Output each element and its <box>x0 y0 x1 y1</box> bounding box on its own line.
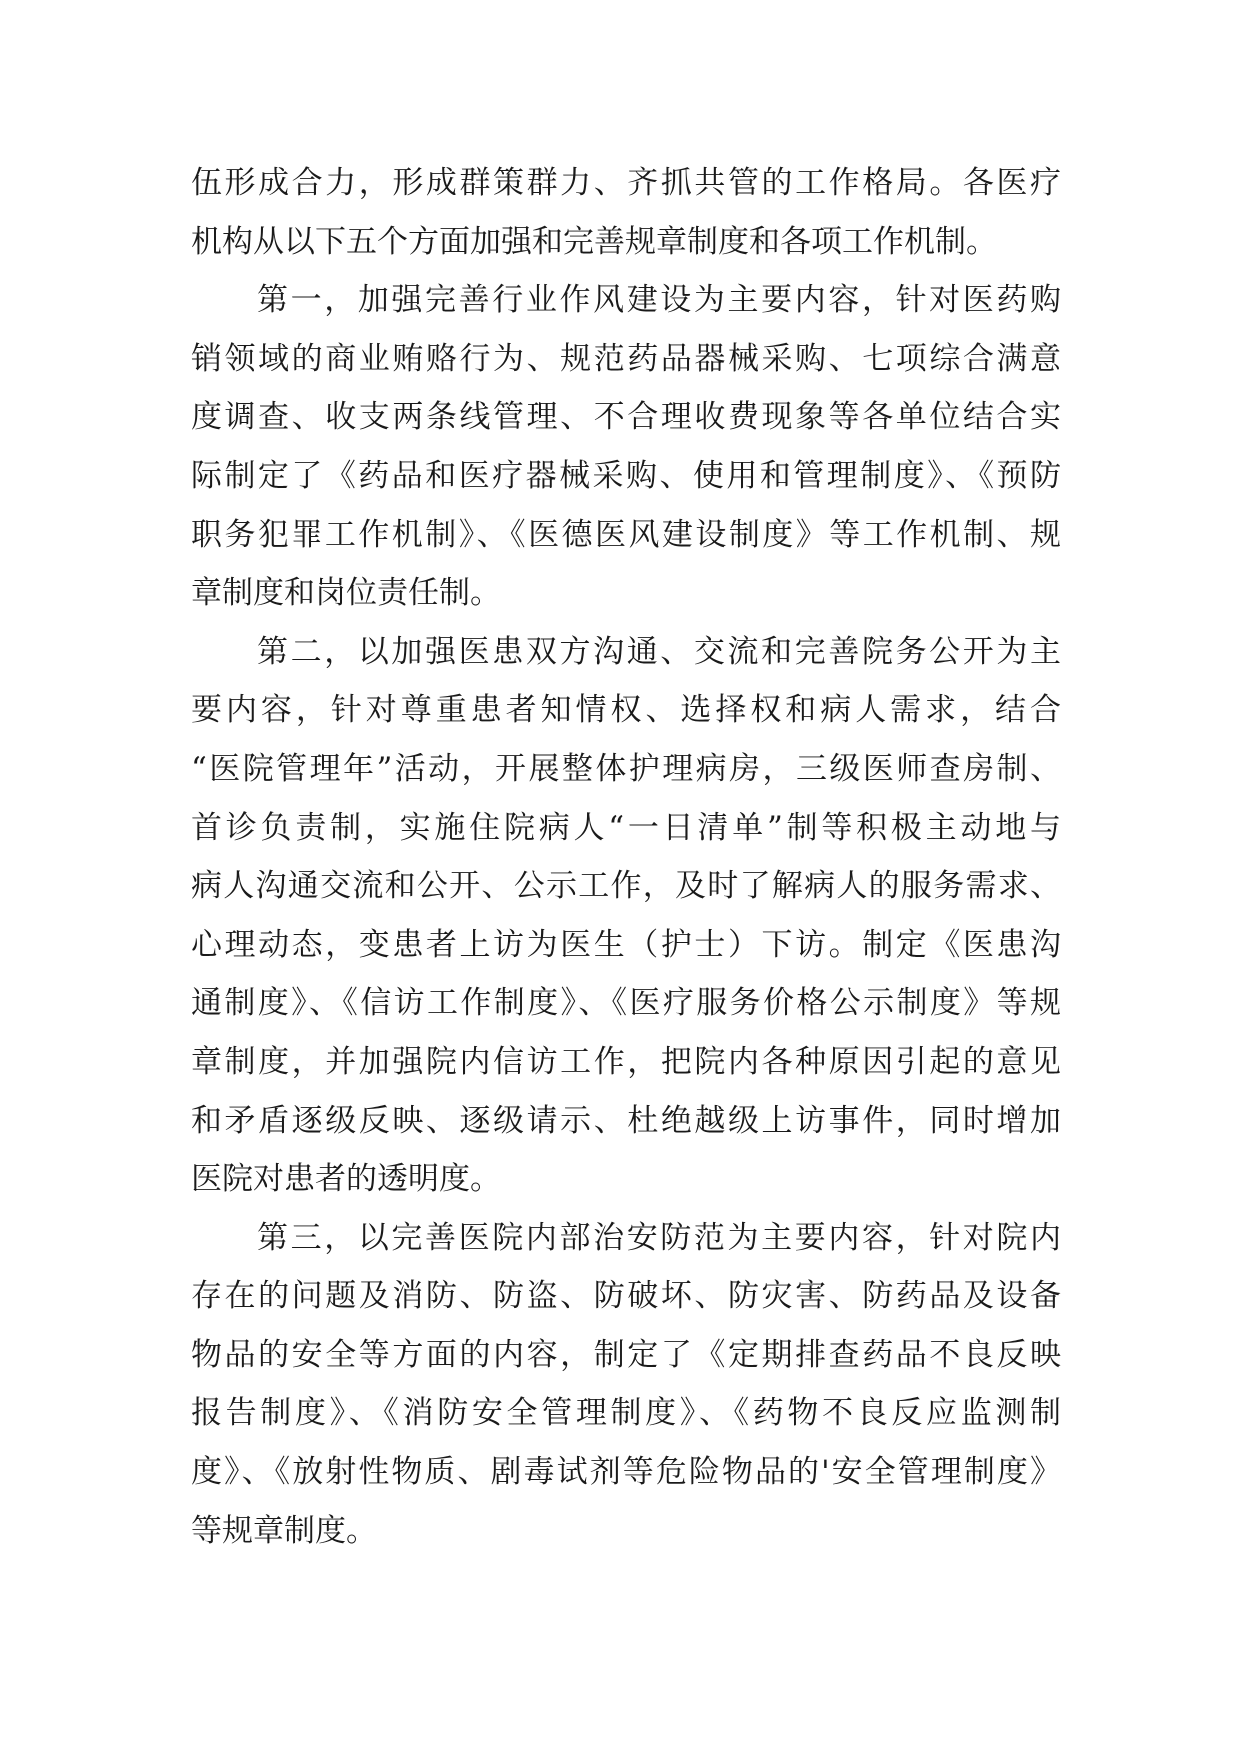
text-line: 销领域的商业贿赂行为、规范药品器械采购、七项综合满意 <box>191 340 1061 377</box>
text-line: 首诊负责制，实施住院病人“一日清单”制等积极主动地与 <box>191 809 1061 846</box>
text-line: 际制定了《药品和医疗器械采购、使用和管理制度》、《预防 <box>191 457 1061 494</box>
text-line: 病人沟通交流和公开、公示工作，及时了解病人的服务需求、 <box>191 868 1061 905</box>
text-line: 第三，以完善医院内部治安防范为主要内容，针对院内 <box>257 1219 1061 1256</box>
text-line: 度》、《放射性物质、剧毒试剂等危险物品的'安全管理制度》 <box>191 1454 1061 1491</box>
text-line: 和矛盾逐级反映、逐级请示、杜绝越级上访事件，同时增加 <box>191 1102 1061 1139</box>
text-line: 机构从以下五个方面加强和完善规章制度和各项工作机制。 <box>191 223 997 260</box>
text-line: 等规章制度。 <box>191 1512 377 1549</box>
text-line: 章制度和岗位责任制。 <box>191 575 501 612</box>
text-line: 要内容，针对尊重患者知情权、选择权和病人需求，结合 <box>191 692 1061 729</box>
text-line: 第二，以加强医患双方沟通、交流和完善院务公开为主 <box>257 633 1061 670</box>
text-line: 物品的安全等方面的内容，制定了《定期排查药品不良反映 <box>191 1336 1061 1373</box>
text-line: 存在的问题及消防、防盗、防破坏、防灾害、防药品及设备 <box>191 1278 1061 1315</box>
text-line: 医院对患者的透明度。 <box>191 1161 501 1198</box>
text-line: 报告制度》、《消防安全管理制度》、《药物不良反应监测制 <box>191 1395 1061 1432</box>
text-line: 通制度》、《信访工作制度》、《医疗服务价格公示制度》等规 <box>191 985 1061 1022</box>
text-line: 度调查、收支两条线管理、不合理收费现象等各单位结合实 <box>191 399 1061 436</box>
text-line: “医院管理年”活动，开展整体护理病房，三级医师查房制、 <box>191 750 1061 787</box>
text-line: 第一，加强完善行业作风建设为主要内容，针对医药购 <box>257 282 1061 319</box>
text-line: 章制度，并加强院内信访工作，把院内各种原因引起的意见 <box>191 1043 1061 1080</box>
text-line: 心理动态，变患者上访为医生（护士）下访。制定《医患沟 <box>191 926 1061 963</box>
text-line: 职务犯罪工作机制》、《医德医风建设制度》等工作机制、规 <box>191 516 1061 553</box>
text-line: 伍形成合力，形成群策群力、齐抓共管的工作格局。各医疗 <box>191 165 1061 201</box>
body-text <box>191 154 1061 1560</box>
